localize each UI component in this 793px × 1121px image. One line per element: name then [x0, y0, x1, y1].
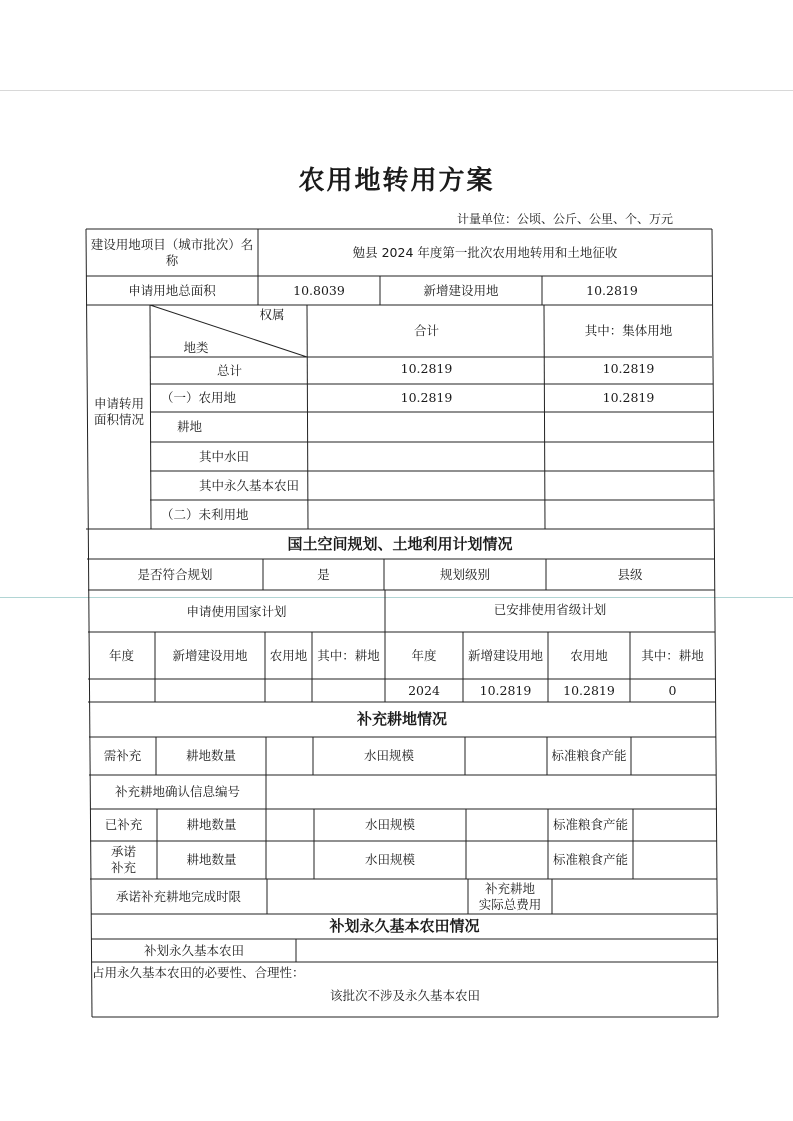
total-area-label: 申请用地总面积: [128, 282, 216, 298]
conform-value: 是: [317, 566, 330, 582]
need-grain-capacity-label: 标准粮食产能: [551, 748, 627, 764]
plan-header-new-construction-national: 新增建设用地: [172, 647, 248, 663]
unit-note: 计量单位：公顷、公斤、公里、个、万元: [456, 212, 673, 226]
row-label-total: 总计: [216, 362, 242, 378]
level-label: 规划级别: [439, 566, 490, 582]
row-label-unused: （二）未利用地: [161, 506, 249, 522]
project-name-value: 勉县 2024 年度第一批次农用地转用和土地征收: [352, 244, 618, 260]
total-area-value: 10.8039: [293, 282, 345, 298]
row-label-farmland: （一）农用地: [161, 390, 237, 406]
plan-header-year-national: 年度: [108, 647, 134, 663]
actual-cost-label-line1: 补充耕地: [484, 880, 535, 896]
level-value: 县级: [617, 566, 643, 582]
plan-value-new-construction: 10.2819: [479, 682, 532, 698]
actual-cost-label: [468, 879, 552, 914]
row-label-basic-farmland: 其中永久基本农田: [199, 477, 300, 493]
plan-header-year-provincial: 年度: [411, 647, 437, 663]
basic-farmland-section-title: 补划永久基本农田情况: [329, 917, 480, 936]
plan-value-year: 2024: [408, 682, 440, 698]
plan-header-cultivated-national: 其中：耕地: [317, 647, 380, 663]
conform-label: 是否符合规划: [137, 566, 213, 582]
row-total-total: 10.2819: [400, 360, 453, 376]
planning-section-title: 国土空间规划、土地利用计划情况: [287, 534, 513, 553]
promise-label-line2: 补充: [110, 860, 136, 875]
promise-label-line1: 承诺: [110, 844, 136, 860]
header-ownership: 权属: [259, 307, 285, 323]
project-name-label: 建设用地项目（城市批次）名称: [90, 236, 254, 268]
necessity-value: 该批次不涉及永久基本农田: [329, 988, 480, 1004]
deadline-label: 承诺补充耕地完成时限: [115, 888, 241, 904]
done-cultivated-qty-label: 耕地数量: [186, 817, 237, 833]
need-cultivated-qty-label: 耕地数量: [185, 748, 236, 764]
row-total-collective: 10.2819: [602, 360, 655, 376]
necessity-label: 占用永久基本农田的必要性、合理性：: [92, 965, 305, 981]
document-title: 农用地转用方案: [298, 166, 495, 196]
promise-supplement-label: [90, 841, 157, 879]
supplement-section-title: 补充耕地情况: [356, 710, 447, 729]
plan-value-farmland: 10.2819: [563, 682, 615, 698]
new-construction-label: 新增建设用地: [423, 282, 499, 298]
col-collective-header: 其中：集体用地: [584, 323, 673, 339]
provincial-plan-label: 已安排使用省级计划: [493, 602, 607, 618]
row-farmland-collective: 10.2819: [602, 390, 655, 406]
need-paddy-scale-label: 水田规模: [363, 748, 414, 764]
row-farmland-total: 10.2819: [400, 390, 453, 406]
plan-value-cultivated: 0: [668, 682, 677, 698]
header-land-type: 地类: [183, 340, 209, 356]
plan-header-farmland-national: 农用地: [269, 647, 308, 663]
plan-header-new-construction-provincial: 新增建设用地: [467, 647, 543, 663]
plan-header-cultivated-provincial: 其中：耕地: [641, 647, 704, 663]
plan-header-farmland-provincial: 农用地: [570, 647, 608, 663]
done-grain-capacity-label: 标准粮食产能: [552, 817, 628, 833]
need-supplement-label: 需补充: [103, 748, 142, 764]
actual-cost-label-line2: 实际总费用: [478, 896, 542, 912]
promise-cultivated-qty-label: 耕地数量: [186, 852, 237, 868]
conversion-section-label: 申请转用面积情况: [93, 396, 144, 427]
basic-farmland-supplement-label: 补划永久基本农田: [143, 942, 244, 958]
row-label-cultivated: 耕地: [177, 419, 203, 435]
new-construction-value: 10.2819: [586, 282, 638, 298]
promise-grain-capacity-label: 标准粮食产能: [552, 852, 628, 868]
col-total-header: 合计: [413, 323, 439, 339]
confirm-number-label: 补充耕地确认信息编号: [114, 784, 240, 800]
done-supplement-label: 已补充: [104, 817, 143, 833]
national-plan-label: 申请使用国家计划: [186, 604, 287, 620]
promise-paddy-scale-label: 水田规模: [364, 852, 415, 868]
row-label-paddy: 其中水田: [199, 448, 250, 464]
done-paddy-scale-label: 水田规模: [364, 817, 415, 833]
